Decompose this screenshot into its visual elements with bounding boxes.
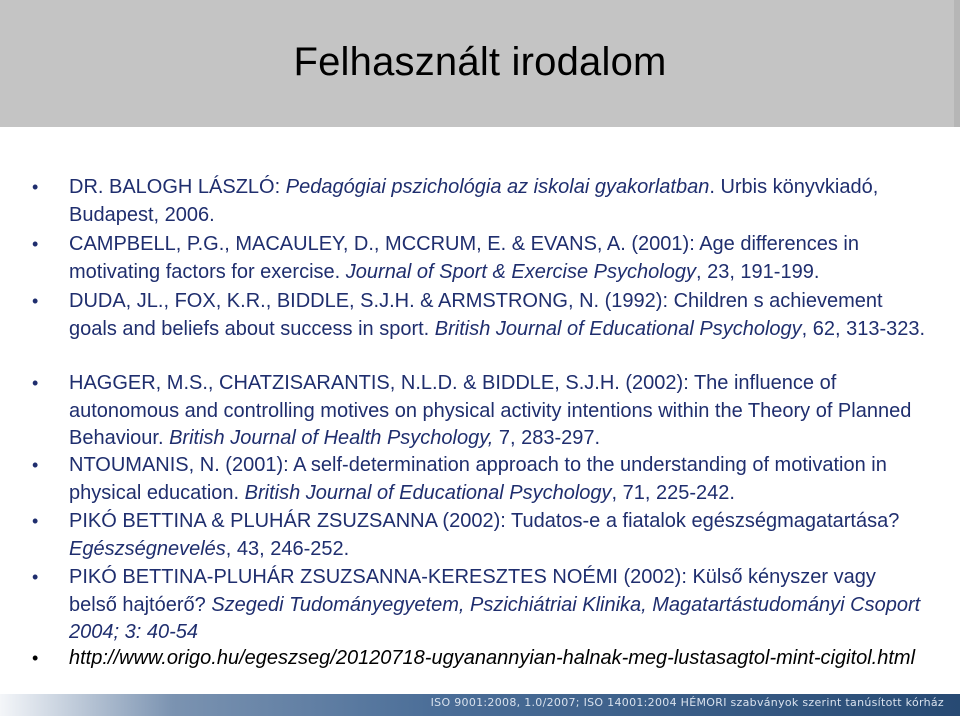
bullet-icon: •	[32, 177, 39, 197]
reference-details: , 43, 246-252.	[225, 537, 350, 560]
reference-text: CAMPBELL, P.G., MACAULEY, D., MCCRUM, E. & EVANS, A. (2001): Age differences in motivating factors for exercise.	[69, 233, 859, 283]
reference-text: HAGGER, M.S., CHATZISARANTIS, N.L.D. & BIDDLE, S.J.H. (2002): The influence of autonomous and controlling motives on physical activity intentions within the Theory of Planned Behaviour.	[69, 372, 912, 449]
bullet-icon: •	[32, 567, 39, 587]
reference-item-duda	[32, 288, 929, 343]
reference-source: British Journal of Educational Psychology	[244, 481, 612, 504]
reference-details: , 62, 313-323.	[801, 317, 926, 340]
reference-source: British Journal of Educational Psychology	[434, 317, 802, 340]
bullet-icon: •	[32, 234, 39, 254]
reference-details: , 71, 225-242.	[611, 481, 735, 504]
bullet-icon: •	[32, 291, 39, 311]
reference-item-hagger	[32, 370, 929, 453]
reference-text: DUDA, JL., FOX, K.R., BIDDLE, S.J.H. & ARMSTRONG, N. (1992): Children s achievement goals and beliefs about success in sport.	[69, 290, 883, 340]
reference-text: DR. BALOGH LÁSZLÓ:	[69, 176, 286, 198]
bullet-icon: •	[32, 648, 39, 668]
reference-details: , 23, 191-199.	[695, 260, 820, 283]
footer-certification: ISO 9001:2008, 1.0/2007; ISO 14001:2004 HÉMORI szabványok szerint tanúsított kórház	[430, 696, 944, 709]
reference-details: . Urbis könyvkiadó, Budapest, 2006.	[69, 176, 879, 226]
bullet-icon: •	[32, 373, 39, 393]
reference-item-origo	[32, 645, 929, 673]
reference-text: NTOUMANIS, N. (2001): A self-determination approach to the understanding of motivation in physical education.	[69, 454, 887, 504]
bullet-icon: •	[32, 511, 39, 531]
bullet-icon: •	[32, 455, 39, 475]
reference-item-ntoumanis	[32, 452, 929, 507]
reference-source: Journal of Sport & Exercise Psychology	[345, 260, 696, 283]
reference-item-piko-2	[32, 564, 929, 647]
reference-source: Szegedi Tudományegyetem, Pszichiátriai Klinika, Magatartástudományi Csoport 2004; 3: 40-54	[69, 593, 921, 643]
reference-source: British Journal of Health Psychology,	[169, 427, 494, 449]
reference-source: Pedagógiai pszichológia az iskolai gyakorlatban	[285, 176, 710, 198]
reference-item-piko-1	[32, 508, 929, 563]
reference-item-balogh	[32, 174, 929, 229]
page-title: Felhasznált irodalom	[293, 40, 667, 84]
reference-link[interactable]: http://www.origo.hu/egeszseg/20120718-ugyanannyian-halnak-meg-lustasagtol-mint-cigitol.html	[69, 647, 916, 669]
reference-source: Egészségnevelés	[69, 537, 226, 560]
reference-item-campbell	[32, 231, 929, 286]
reference-text: PIKÓ BETTINA & PLUHÁR ZSUZSANNA (2002): Tudatos-e a fiatalok egészségmagatartása?	[69, 510, 900, 532]
reference-details: 7, 283-297.	[493, 427, 601, 449]
reference-text: PIKÓ BETTINA-PLUHÁR ZSUZSANNA-KERESZTES NOÉMI (2002): Külső kényszer vagy belső hajtóerő?	[69, 566, 876, 616]
